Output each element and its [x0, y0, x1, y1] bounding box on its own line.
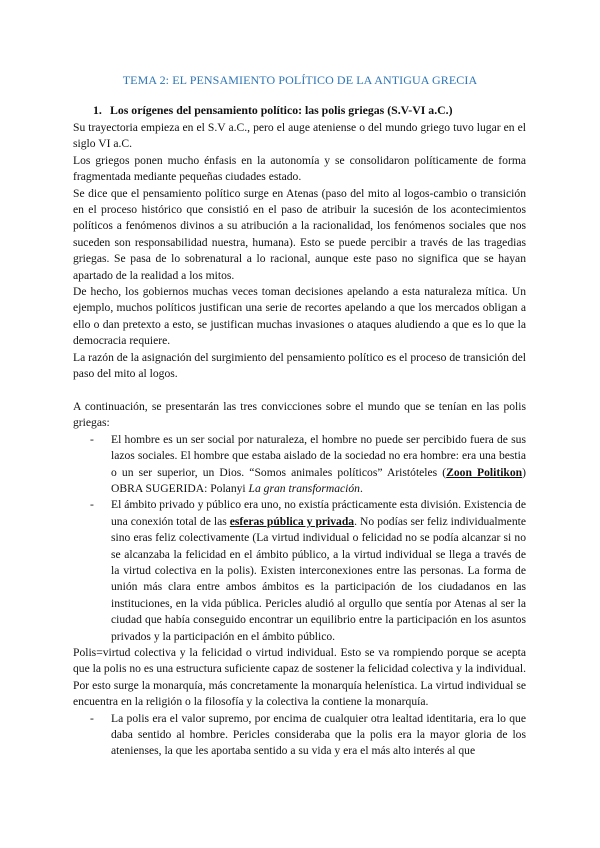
emphasized-term: Zoon Politikon	[446, 465, 523, 479]
section-heading	[93, 102, 543, 118]
list-item	[73, 497, 526, 645]
document-body	[73, 120, 526, 760]
list-item-text: . No podías ser feliz individualmente sino eras feliz colectivamente (La virtud individual o felicidad no se podía alcanzar si no se alcanzaba la felicidad en el ámbito público, a la virtud individual se llega a través de la virtud colectiva en la polis). Existen interconexiones entre las personas. La forma de unión más clara entre ambos ámbitos es la participación de los ciudadanos en las instituciones, en la vida pública. Pericles aludió al orgullo que sentía por Atenas al ser la ciudad que había conseguido encontrar un equilibrio entre la participación en los asuntos privados y la participación en el ámbito público.	[111, 514, 526, 643]
list-item-text: El hombre es un ser social por naturaleza, el hombre no puede ser percibido fuera de sus lazos sociales. El hombre que estaba aislado de la sociedad no era hombre: era una bestia o un ser superior, un Dios. “Somos animales políticos” Aristóteles (	[111, 432, 526, 479]
paragraph: Los griegos ponen mucho énfasis en la autonomía y se consolidaron políticamente de forma fragmentada mediante pequeñas ciudades estado.	[73, 153, 526, 184]
paragraph: La razón de la asignación del surgimiento del pensamiento político es el proceso de transición del paso del mito al logos.	[73, 350, 526, 381]
list-item: - La polis era el valor supremo, por encima de cualquier otra lealtad identitaria, era lo que daba sentido al hombre. Pericles consideraba que la polis era la mayor gloria de los atenienses, la que les aportaba sentido a su vida y era el más alto interés al que	[73, 711, 526, 760]
emphasized-term: esferas pública y privada	[229, 514, 355, 528]
paragraph: Se dice que el pensamiento político surge en Atenas (paso del mito al logos-cambio o transición en el proceso histórico que consistió en el paso de atribuir la sucesión de los acontecimientos políticos a fenómenos divinos a su atribución a la racionalidad, los fenómenos sociales que nos suceden son responsabilidad nuestra, humana). Esto se puede percibir a través de las tragedias griegas. Se pasa de lo sobrenatural a lo racional, aunque este paso no significa que se hayan apartado de la realidad a los mitos.	[73, 186, 526, 282]
list-item	[73, 432, 526, 498]
list-item-text: .	[359, 481, 363, 495]
paragraph: A continuación, se presentarán las tres convicciones sobre el mundo que se tenían en las polis griegas:	[73, 399, 526, 430]
convictions-list	[73, 432, 526, 645]
section-heading-text: Los orígenes del pensamiento político: las polis griegas (S.V-VI a.C.)	[110, 103, 453, 117]
spacer	[73, 383, 526, 399]
list-item-text: ) OBRA SUGERIDA: Polanyi	[111, 465, 526, 495]
list-item-text: El ámbito privado y público era uno, no existía prácticamente esta división. Existencia de una conexión total de las	[111, 498, 526, 528]
polis-list	[73, 711, 526, 760]
book-title: La gran transformación	[248, 481, 360, 495]
paragraph: De hecho, los gobiernos muchas veces toman decisiones apelando a esta naturaleza mítica. Un ejemplo, muchos políticos justifican una serie de recortes apelando a que los mercados obligan a ello o dan pretexto a esto, se justifican muchas invasiones o ataques aludiendo a que es lo que la democracia requiere.	[73, 285, 526, 348]
paragraph: Su trayectoria empieza en el S.V a.C., pero el auge ateniense o del mundo griego tuvo lugar en el siglo VI a.C.	[73, 121, 526, 151]
section-number: 1.	[93, 103, 102, 117]
paragraph: Polis=virtud colectiva y la felicidad o virtud individual. Esto se va rompiendo porque se acepta que la polis no es una estructura suficiente capaz de sostener la felicidad colectiva y la individual. Por esto surge la monarquía, más concretamente la monarquía helenística. La virtud individual se encuentra en la religión o la filosofía y la colectiva la contiene la monarquía.	[73, 645, 526, 709]
document-title: TEMA 2: EL PENSAMIENTO POLÍTICO DE LA ANTIGUA GRECIA	[122, 73, 478, 87]
